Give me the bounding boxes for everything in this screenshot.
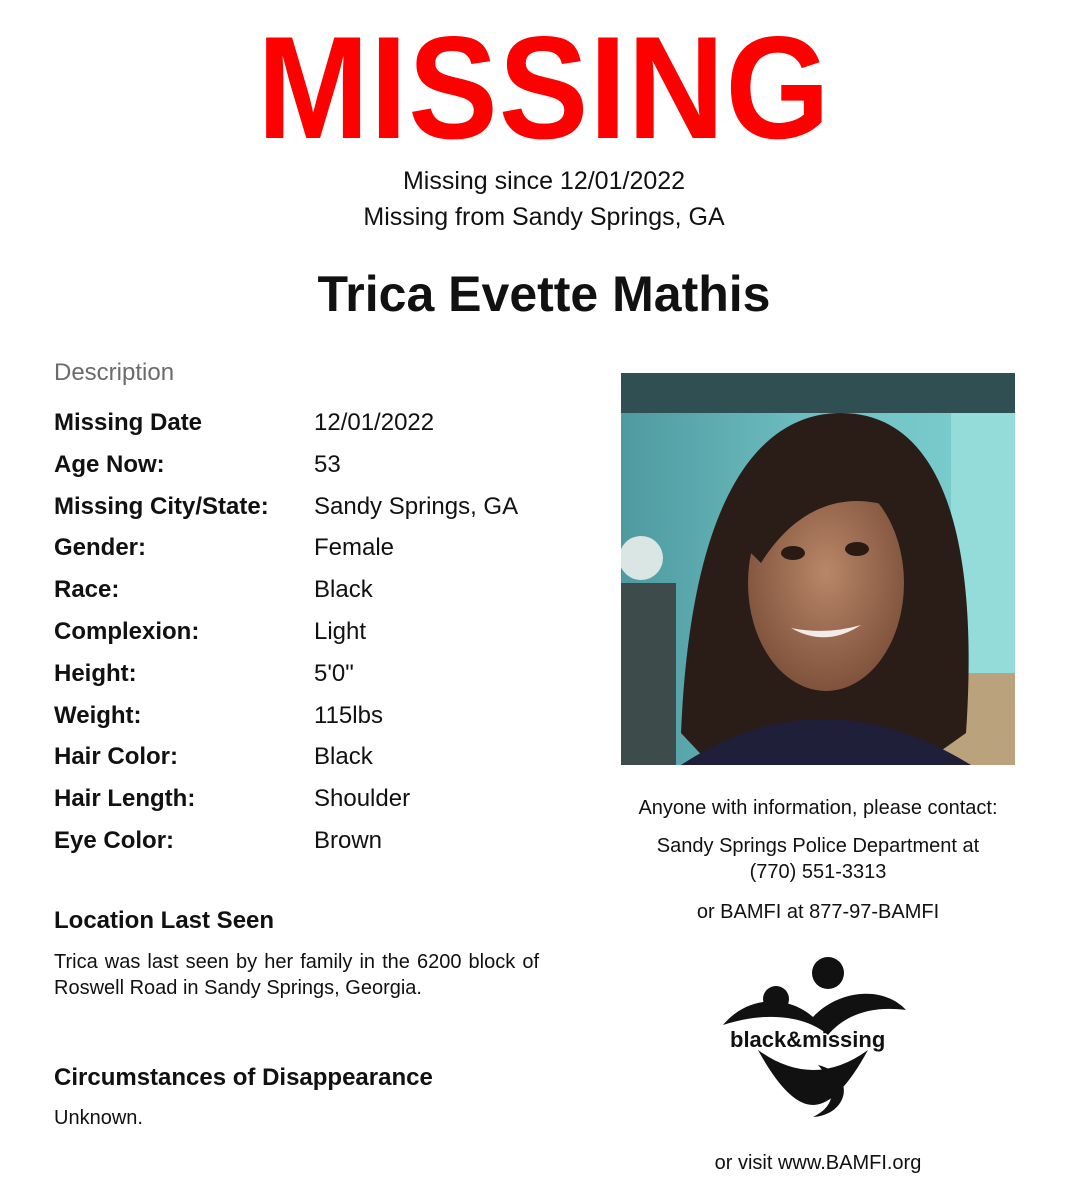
circumstances-heading: Circumstances of Disappearance bbox=[54, 1064, 433, 1091]
field-label: Missing City/State: bbox=[54, 493, 269, 520]
person-photo bbox=[621, 373, 1015, 765]
field-label: Weight: bbox=[54, 702, 142, 729]
field-label: Age Now: bbox=[54, 451, 165, 478]
person-name: Trica Evette Mathis bbox=[317, 266, 771, 322]
field-label: Eye Color: bbox=[54, 827, 175, 854]
field-row bbox=[54, 527, 574, 569]
field-label: Hair Length: bbox=[54, 785, 196, 812]
field-value: 5'0" bbox=[314, 660, 354, 687]
contact-agency: Sandy Springs Police Department at bbox=[656, 835, 980, 857]
contact-phone: (770) 551-3313 bbox=[749, 861, 887, 883]
field-value: 12/01/2022 bbox=[314, 409, 435, 436]
contact-bamfi: or BAMFI at 877-97-BAMFI bbox=[696, 901, 940, 923]
missing-from: Missing from Sandy Springs, GA bbox=[363, 203, 725, 231]
field-value: Light bbox=[314, 618, 367, 645]
field-row bbox=[54, 486, 574, 528]
field-value: Black bbox=[314, 743, 373, 770]
location-heading: Location Last Seen bbox=[54, 907, 275, 934]
field-value: Black bbox=[314, 576, 373, 603]
field-row bbox=[54, 402, 574, 444]
field-row bbox=[54, 444, 574, 486]
contact-visit: or visit www.BAMFI.org bbox=[714, 1152, 922, 1174]
field-label: Height: bbox=[54, 660, 137, 687]
field-label: Race: bbox=[54, 576, 120, 603]
field-value: Sandy Springs, GA bbox=[314, 493, 519, 520]
circumstances-text: Unknown. bbox=[54, 1107, 143, 1129]
contact-intro: Anyone with information, please contact: bbox=[638, 797, 998, 819]
field-label: Complexion: bbox=[54, 618, 200, 645]
field-row bbox=[54, 736, 574, 778]
field-value: 115lbs bbox=[314, 702, 383, 729]
location-text: Trica was last seen by her family in the 6200 block of Roswell Road in Sandy Springs, Georgia. bbox=[54, 951, 539, 999]
field-value: Shoulder bbox=[314, 785, 411, 812]
field-label: Gender: bbox=[54, 534, 147, 561]
field-value: Brown bbox=[314, 827, 383, 854]
field-row bbox=[54, 653, 574, 695]
field-row bbox=[54, 778, 574, 820]
field-label: Hair Color: bbox=[54, 743, 179, 770]
field-row bbox=[54, 611, 574, 653]
field-label: Missing Date bbox=[54, 409, 203, 436]
missing-headline: MISSING bbox=[257, 6, 831, 169]
field-row bbox=[54, 820, 574, 862]
field-row bbox=[54, 695, 574, 737]
black-and-missing-logo-icon bbox=[718, 955, 908, 1120]
field-value: 53 bbox=[314, 451, 341, 478]
description-label: Description bbox=[54, 359, 175, 386]
field-row bbox=[54, 569, 574, 611]
logo-text: black&missing bbox=[730, 1027, 886, 1052]
missing-since: Missing since 12/01/2022 bbox=[402, 167, 686, 195]
field-value: Female bbox=[314, 534, 395, 561]
